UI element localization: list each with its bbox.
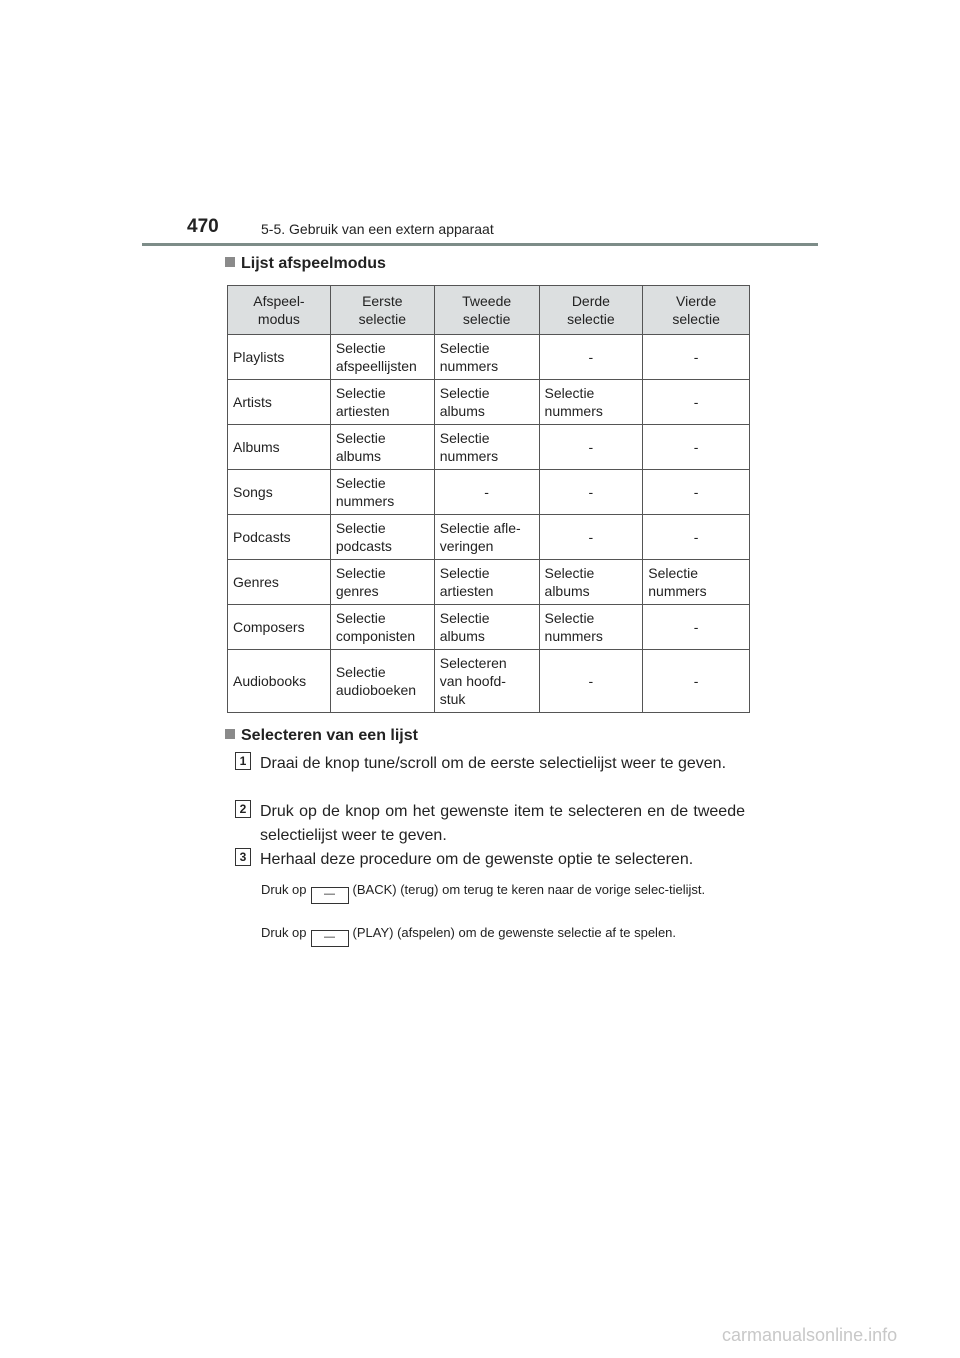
- table-cell: Selectie albums: [330, 425, 434, 470]
- square-bullet-icon: [225, 257, 235, 267]
- table-cell: -: [643, 335, 750, 380]
- table-row: [228, 515, 750, 560]
- note-play: [261, 923, 746, 947]
- table-cell: -: [643, 515, 750, 560]
- step-text: Herhaal deze procedure om de gewenste optie te selecteren.: [260, 851, 694, 868]
- table-row: [228, 380, 750, 425]
- table-cell: -: [643, 605, 750, 650]
- back-button-icon: —: [311, 887, 349, 904]
- table-row: [228, 605, 750, 650]
- note-text: (BACK) (terug) om terug te keren naar de vorige selec-tielijst.: [352, 882, 706, 897]
- playback-mode-table: [227, 285, 750, 713]
- table-cell: Selectie afspeellijsten: [330, 335, 434, 380]
- table-cell: Composers: [228, 605, 331, 650]
- table-cell: Selectie albums: [434, 605, 539, 650]
- heading-list-mode: [225, 255, 386, 273]
- table-cell: Selectie componisten: [330, 605, 434, 650]
- step-text: Druk op de knop om het gewenste item te selecteren en de tweede selectielijst weer te geven.: [260, 803, 745, 844]
- step-number-badge: 2: [235, 800, 251, 818]
- step-text: Draai de knop tune/scroll om de eerste selectielijst weer te geven.: [260, 755, 727, 772]
- table-cell: Genres: [228, 560, 331, 605]
- table-cell: Selectie nummers: [434, 425, 539, 470]
- header-divider: [142, 243, 818, 246]
- table-cell: Selectie nummers: [330, 470, 434, 515]
- table-cell: Playlists: [228, 335, 331, 380]
- heading-select-list: [225, 727, 418, 745]
- header-cell: Derde selectie: [539, 286, 643, 335]
- page-number: 470: [187, 216, 219, 237]
- table-cell: Selectie artiesten: [330, 380, 434, 425]
- table-cell: Selectie albums: [539, 560, 643, 605]
- table-row: [228, 560, 750, 605]
- table-cell: Selectie albums: [434, 380, 539, 425]
- table-header-row: [228, 286, 750, 335]
- header-cell: Vierde selectie: [643, 286, 750, 335]
- header-cell: Afspeel- modus: [228, 286, 331, 335]
- table-cell: -: [539, 470, 643, 515]
- table-cell: -: [434, 470, 539, 515]
- header-cell: Tweede selectie: [434, 286, 539, 335]
- header-cell: Eerste selectie: [330, 286, 434, 335]
- table-cell: Selectie nummers: [539, 605, 643, 650]
- table-cell: Selectie nummers: [539, 380, 643, 425]
- table-cell: Songs: [228, 470, 331, 515]
- table-cell: Audiobooks: [228, 650, 331, 713]
- table-cell: -: [539, 425, 643, 470]
- table-cell: -: [643, 425, 750, 470]
- table-cell: Selectie nummers: [643, 560, 750, 605]
- table-cell: -: [643, 380, 750, 425]
- table-row: [228, 425, 750, 470]
- table-cell: -: [643, 470, 750, 515]
- note-text: Druk op: [261, 925, 307, 940]
- watermark: carmanualsonline.info: [722, 1325, 898, 1345]
- table-cell: Selectie podcasts: [330, 515, 434, 560]
- step-number-badge: 1: [235, 752, 251, 770]
- table-cell: Selectie artiesten: [434, 560, 539, 605]
- table-cell: Selectie afle- veringen: [434, 515, 539, 560]
- table-row: [228, 650, 750, 713]
- note-back: [261, 880, 746, 904]
- square-bullet-icon: [225, 729, 235, 739]
- table-row: [228, 335, 750, 380]
- table-row: [228, 470, 750, 515]
- table-cell: Albums: [228, 425, 331, 470]
- table-cell: Selecteren van hoofd- stuk: [434, 650, 539, 713]
- table-cell: -: [539, 335, 643, 380]
- table-cell: Selectie nummers: [434, 335, 539, 380]
- play-button-icon: —: [311, 930, 349, 947]
- note-text: (PLAY) (afspelen) om de gewenste selectie af te spelen.: [352, 925, 677, 940]
- section-title: 5-5. Gebruik van een extern apparaat: [261, 221, 494, 237]
- table-cell: Selectie audioboeken: [330, 650, 434, 713]
- table-cell: -: [539, 515, 643, 560]
- heading-select-list-text: Selecteren van een lijst: [241, 727, 418, 744]
- table-cell: Artists: [228, 380, 331, 425]
- table-cell: -: [539, 650, 643, 713]
- table-cell: -: [643, 650, 750, 713]
- table-cell: Podcasts: [228, 515, 331, 560]
- step-number-badge: 3: [235, 848, 251, 866]
- heading-list-mode-text: Lijst afspeelmodus: [241, 255, 386, 272]
- table-cell: Selectie genres: [330, 560, 434, 605]
- note-text: Druk op: [261, 882, 307, 897]
